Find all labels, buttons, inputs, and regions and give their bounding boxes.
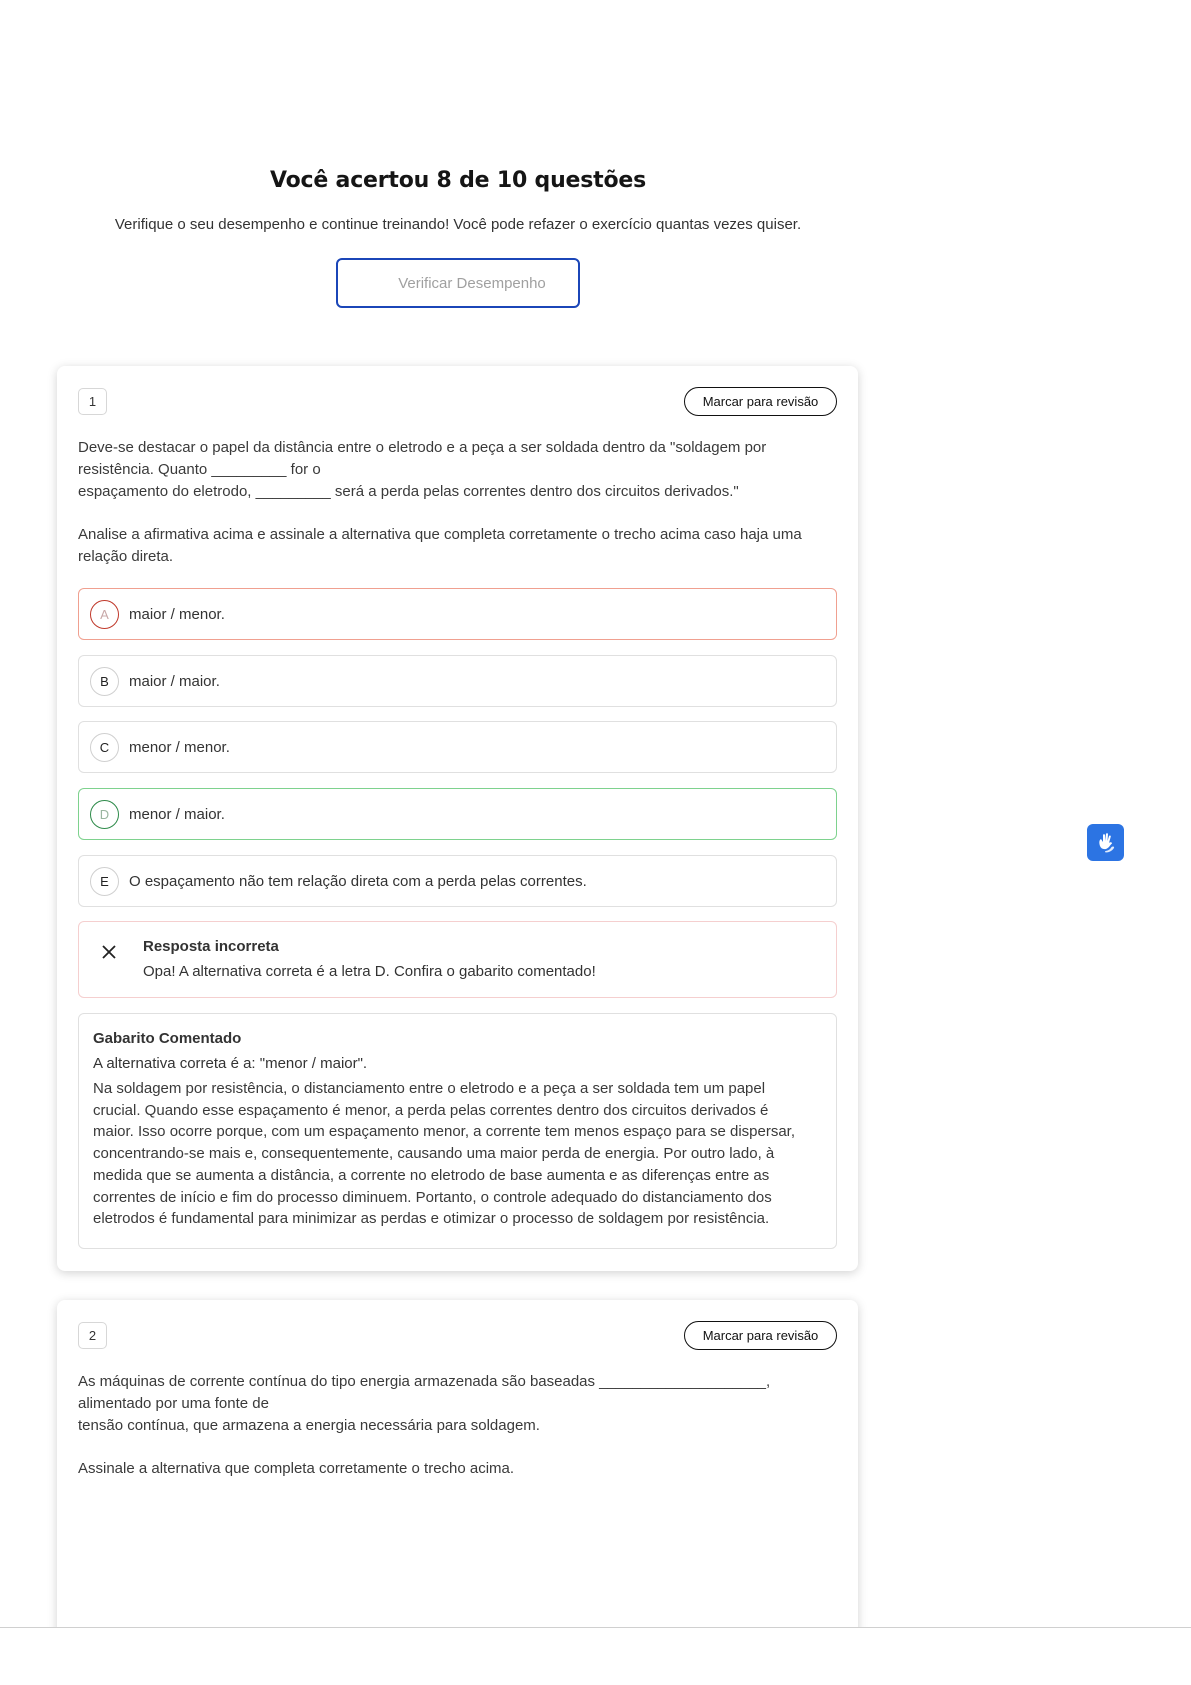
question-number: 2 — [78, 1322, 107, 1349]
commented-answer-line: Na soldagem por resistência, o distanciamento entre o eletrodo e a peça a ser soldada tem um papel — [93, 1080, 766, 1097]
commented-answer-line: medida que se aumenta a distância, a corrente no eletrodo de base aumenta e as diferenças entre as — [93, 1166, 770, 1184]
option-letter: D — [90, 800, 119, 829]
question-text-line: tensão contínua, que armazena a energia necessária para soldagem. — [78, 1417, 540, 1434]
sign-language-icon[interactable] — [1087, 824, 1124, 861]
verify-performance-button[interactable]: Verificar Desempenho — [336, 258, 580, 308]
commented-answer-line: concentrando-se mais e, consequentemente, causando uma maior perda de energia. Por outro lado, à — [93, 1145, 775, 1163]
option-c[interactable] — [78, 721, 837, 773]
commented-answer-line: eletrodos é fundamental para minimizar as perdas e otimizar o processo de soldagem por resistência. — [93, 1210, 770, 1228]
option-text: maior / menor. — [129, 605, 225, 623]
commented-answer-summary: A alternativa correta é a: "menor / maior". — [93, 1055, 368, 1072]
page-bottom-area — [0, 1627, 1191, 1685]
question-prompt-line: relação direta. — [78, 548, 174, 565]
commented-answer-line: maior. Isso ocorre porque, com um espaçamento menor, a corrente tem menos espaço para se dispersar, — [93, 1123, 796, 1141]
question-text — [78, 1371, 838, 1480]
question-text-line: espaçamento do eletrodo, _________ será a perda pelas correntes dentro dos circuitos derivados." — [78, 483, 739, 500]
result-subtitle: Verifique o seu desempenho e continue treinando! Você pode refazer o exercício quantas vezes quiser. — [114, 216, 802, 233]
question-text-line: As máquinas de corrente contínua do tipo energia armazenada são baseadas ____________________, — [78, 1373, 771, 1390]
feedback-text: Opa! A alternativa correta é a letra D. Confira o gabarito comentado! — [143, 963, 596, 980]
option-a[interactable] — [78, 588, 837, 640]
feedback-title: Resposta incorreta — [143, 938, 279, 955]
option-letter: E — [90, 867, 119, 896]
question-prompt: Assinale a alternativa que completa corretamente o trecho acima. — [78, 1460, 515, 1477]
question-number: 1 — [78, 388, 107, 415]
option-letter: A — [90, 600, 119, 629]
question-text-line: alimentado por uma fonte de — [78, 1395, 269, 1412]
question-text-line: Deve-se destacar o papel da distância entre o eletrodo e a peça a ser soldada dentro da "soldagem por — [78, 439, 767, 456]
commented-answer-line: crucial. Quando esse espaçamento é menor, a perda pelas correntes dentro dos circuitos derivados é — [93, 1101, 769, 1119]
option-b[interactable] — [78, 655, 837, 707]
option-text: menor / maior. — [129, 805, 225, 823]
commented-answer-line: correntes de início e fim do processo diminuem. Portanto, o controle adequado do distanciamento dos — [93, 1188, 772, 1206]
option-d[interactable] — [78, 788, 837, 840]
option-e[interactable] — [78, 855, 837, 907]
commented-answer — [78, 1013, 837, 1249]
question-text — [78, 437, 838, 568]
option-letter: B — [90, 667, 119, 696]
mark-for-review-button[interactable]: Marcar para revisão — [684, 1321, 837, 1350]
question-card-1 — [57, 366, 858, 1271]
commented-answer-title: Gabarito Comentado — [93, 1030, 242, 1047]
option-text: menor / menor. — [129, 738, 230, 756]
result-title: Você acertou 8 de 10 questões — [269, 168, 646, 193]
divider — [0, 1627, 1191, 1628]
commented-answer-body — [93, 1078, 822, 1230]
option-text: maior / maior. — [129, 672, 220, 690]
option-letter: C — [90, 733, 119, 762]
close-icon — [101, 942, 117, 964]
feedback-incorrect — [78, 921, 837, 998]
option-text: O espaçamento não tem relação direta com a perda pelas correntes. — [129, 872, 587, 890]
question-text-line: resistência. Quanto _________ for o — [78, 461, 321, 478]
question-prompt-line: Analise a afirmativa acima e assinale a alternativa que completa corretamente o trecho acima caso haja uma — [78, 526, 802, 543]
mark-for-review-button[interactable]: Marcar para revisão — [684, 387, 837, 416]
